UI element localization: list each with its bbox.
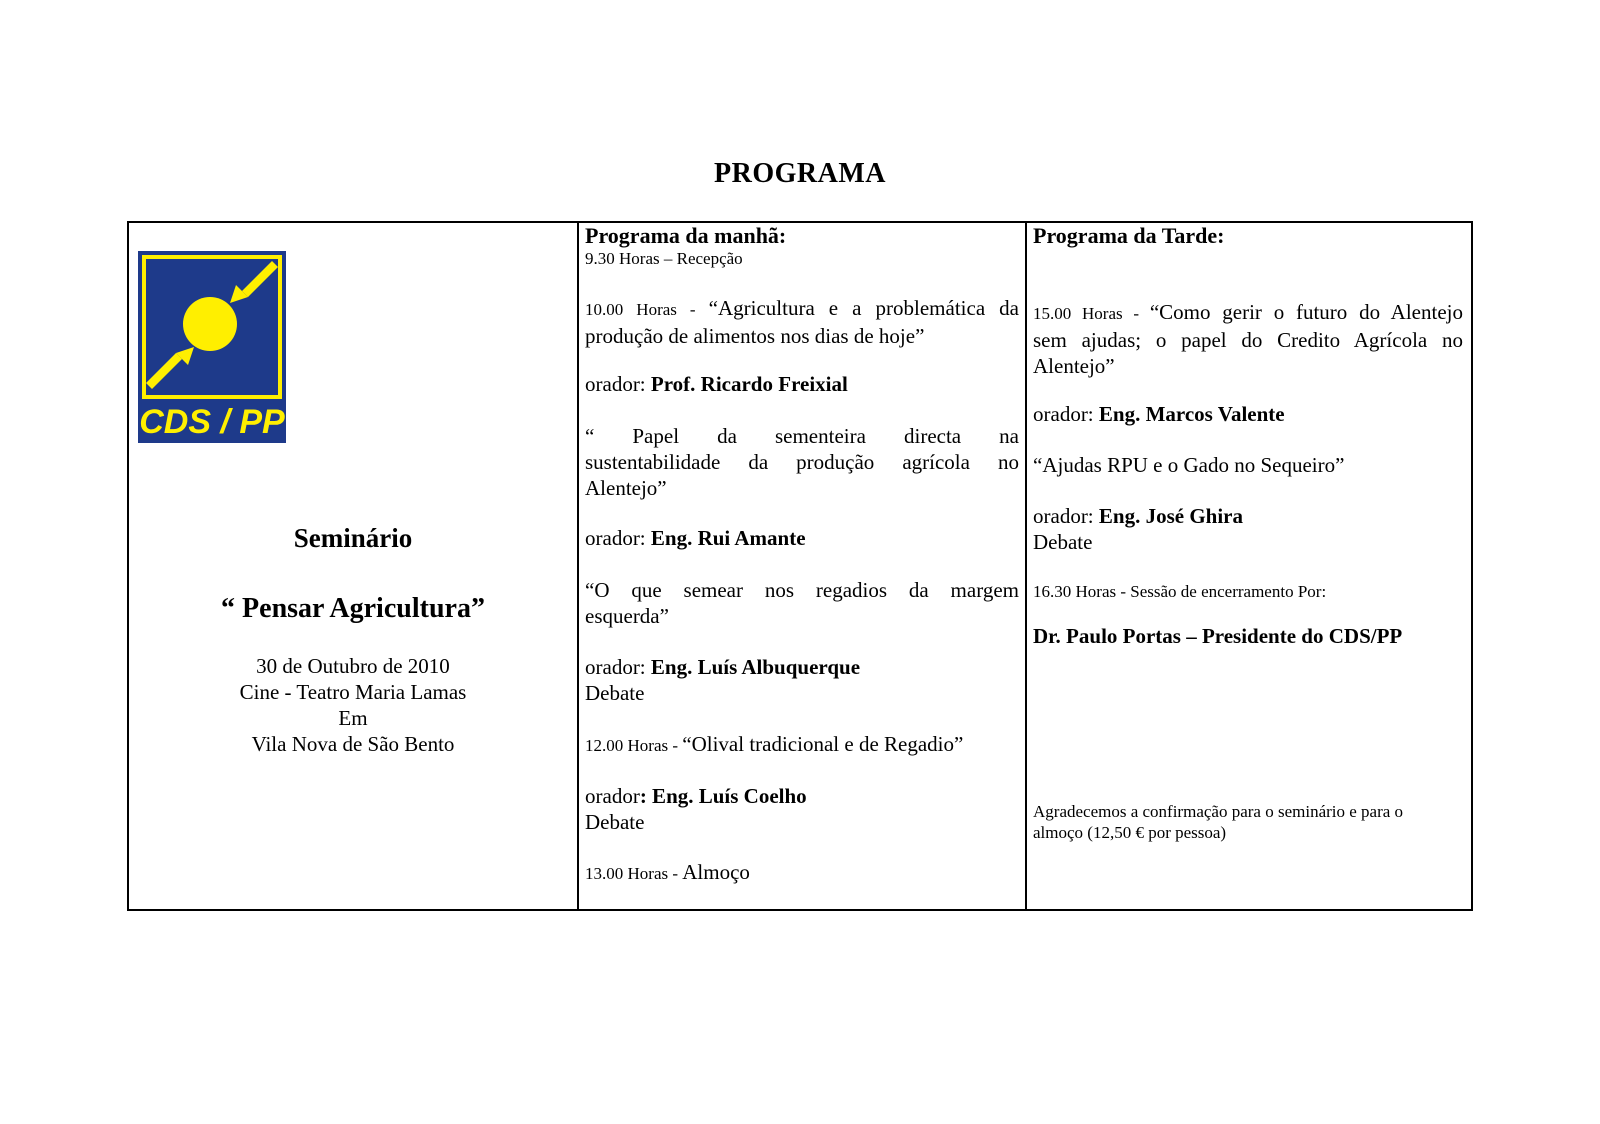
confirmation-note (1033, 801, 1403, 843)
session-title: Alentejo” (1033, 354, 1115, 378)
session-title: esquerda” (585, 604, 669, 628)
speaker-name: : Eng. Luís Coelho (639, 784, 807, 808)
seminar-details (129, 653, 577, 757)
session-title: “Olival tradicional e de Regadio” (682, 732, 964, 756)
morning-speaker-3 (585, 654, 860, 706)
closing-session: 16.30 Horas - Sessão de encerramento Por: (1033, 582, 1327, 601)
seminar-label: Seminário (293, 523, 413, 553)
seminar-em: Em (338, 706, 368, 730)
morning-session-1 (585, 295, 1019, 349)
orador-label: orador: (1033, 402, 1099, 426)
program-table (127, 221, 1473, 911)
closing-speaker: Dr. Paulo Portas – Presidente do CDS/PP (1033, 624, 1403, 648)
session-time: 12.00 Horas - (585, 736, 683, 755)
orador-label: orador (585, 784, 640, 808)
session-title: “ Papel da sementeira directa na (585, 424, 1019, 448)
session-time: 10.00 Horas - (585, 300, 709, 319)
cds-pp-logo (138, 251, 286, 443)
logo-text: CDS / PP (139, 403, 285, 441)
lunch-label: Almoço (682, 860, 750, 884)
seminar-date: 30 de Outubro de 2010 (256, 654, 450, 678)
morning-program-column (579, 223, 1027, 909)
seminar-venue: Cine - Teatro Maria Lamas (239, 680, 467, 704)
seminar-name: “ Pensar Agricultura” (221, 593, 485, 624)
session-title: sem ajudas; o papel do Credito Agrícola no (1033, 328, 1463, 352)
note-line: Agradecemos a confirmação para o seminário e para o (1033, 802, 1404, 821)
afternoon-heading: Programa da Tarde: (1033, 223, 1225, 248)
afternoon-session-1 (1033, 299, 1463, 379)
orador-label: orador: (585, 655, 651, 679)
morning-reception: 9.30 Horas – Recepção (585, 249, 743, 268)
speaker-name: Eng. Marcos Valente (1098, 402, 1285, 426)
morning-speaker-2 (585, 525, 806, 551)
orador-label: orador: (585, 526, 651, 550)
morning-session-3 (585, 577, 1019, 629)
speaker-name: Eng. Rui Amante (650, 526, 806, 550)
speaker-name: Eng. José Ghira (1098, 504, 1244, 528)
page-title: PROGRAMA (714, 158, 886, 189)
seminar-place: Vila Nova de São Bento (251, 732, 455, 756)
debate-label: Debate (1033, 530, 1093, 554)
afternoon-speaker-1 (1033, 401, 1285, 427)
morning-lunch (585, 859, 750, 887)
seminar-column (129, 223, 579, 909)
session-title: “Agricultura e a problemática da (708, 296, 1019, 320)
session-time: 15.00 Horas - (1033, 304, 1150, 323)
session-title: “O que semear nos regadios da margem (585, 578, 1019, 602)
afternoon-program-column (1027, 223, 1471, 909)
note-line: almoço (12,50 € por pessoa) (1033, 823, 1227, 842)
afternoon-session-2: “Ajudas RPU e o Gado no Sequeiro” (1033, 453, 1345, 477)
session-title: Alentejo” (585, 476, 667, 500)
session-title: sustentabilidade da produção agrícola no (585, 450, 1019, 474)
orador-label: orador: (585, 372, 651, 396)
morning-heading: Programa da manhã: (585, 223, 787, 248)
session-title: “Como gerir o futuro do Alentejo (1149, 300, 1463, 324)
morning-speaker-1 (585, 371, 848, 397)
speaker-name: Eng. Luís Albuquerque (650, 655, 861, 679)
session-time: 13.00 Horas - (585, 864, 683, 883)
session-title: produção de alimentos nos dias de hoje” (585, 324, 925, 348)
morning-speaker-4 (585, 783, 807, 835)
morning-session-2 (585, 423, 1019, 501)
speaker-name: Prof. Ricardo Freixial (650, 372, 848, 396)
orador-label: orador: (1033, 504, 1099, 528)
debate-label: Debate (585, 681, 645, 705)
debate-label: Debate (585, 810, 645, 834)
morning-session-4 (585, 731, 963, 759)
afternoon-speaker-2 (1033, 503, 1243, 555)
